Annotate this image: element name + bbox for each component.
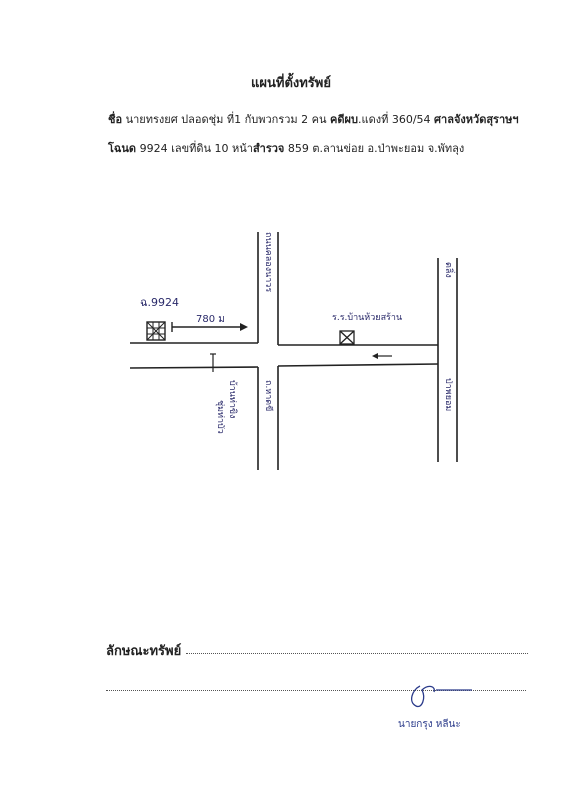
top-road-label: ถนนคลองนาวร: [263, 232, 273, 293]
survey-label: สำรวจ: [252, 142, 285, 155]
school-marker: [340, 331, 354, 344]
name-label: ชื่อ: [108, 113, 123, 126]
description-label: ลักษณะทรัพย์: [106, 644, 182, 659]
distance-label: 780 ม: [196, 314, 225, 325]
deed-value: 9924 เลขที่ดิน 10 หน้า: [139, 142, 253, 155]
left-road-label-2: ชุ่มท่าบัว: [215, 400, 225, 434]
right-top-label: ตลิ่ง: [443, 262, 453, 278]
signature-name: นายกรุง หลีนะ: [398, 719, 461, 730]
signature: [392, 676, 482, 718]
school-label: ร.ร.บ้านห้วยสร้าน: [332, 313, 403, 323]
lower-road-label: ถ.หาดขี: [263, 380, 273, 412]
land-plot-marker: [147, 322, 165, 340]
court-label: ศาลจังหวัดสุราษฯ: [434, 113, 519, 126]
road-edge: [278, 364, 438, 366]
right-bottom-label: ป่าพยอม: [443, 378, 453, 412]
name-value: นายทรงยศ ปลอดชุ่ม ที่1 กับพวกรวม 2 คน: [125, 113, 327, 126]
case-value: .แดงที่ 360/54: [357, 113, 431, 126]
case-label: คดีผบ: [330, 113, 358, 126]
dotted-line: [186, 653, 528, 654]
deed-no-label: ฉ.9924: [140, 296, 179, 309]
left-road-label-1: บ้านท่าขิง: [227, 380, 237, 419]
deed-label: โฉนด: [108, 142, 137, 155]
arrow-head: [372, 353, 378, 359]
survey-value: 859 ต.ลานข่อย อ.ป่าพะยอม จ.พัทลุง: [287, 142, 465, 155]
road-edge: [130, 367, 258, 368]
page-title: แผนที่ตั้งทรัพย์: [251, 76, 331, 91]
